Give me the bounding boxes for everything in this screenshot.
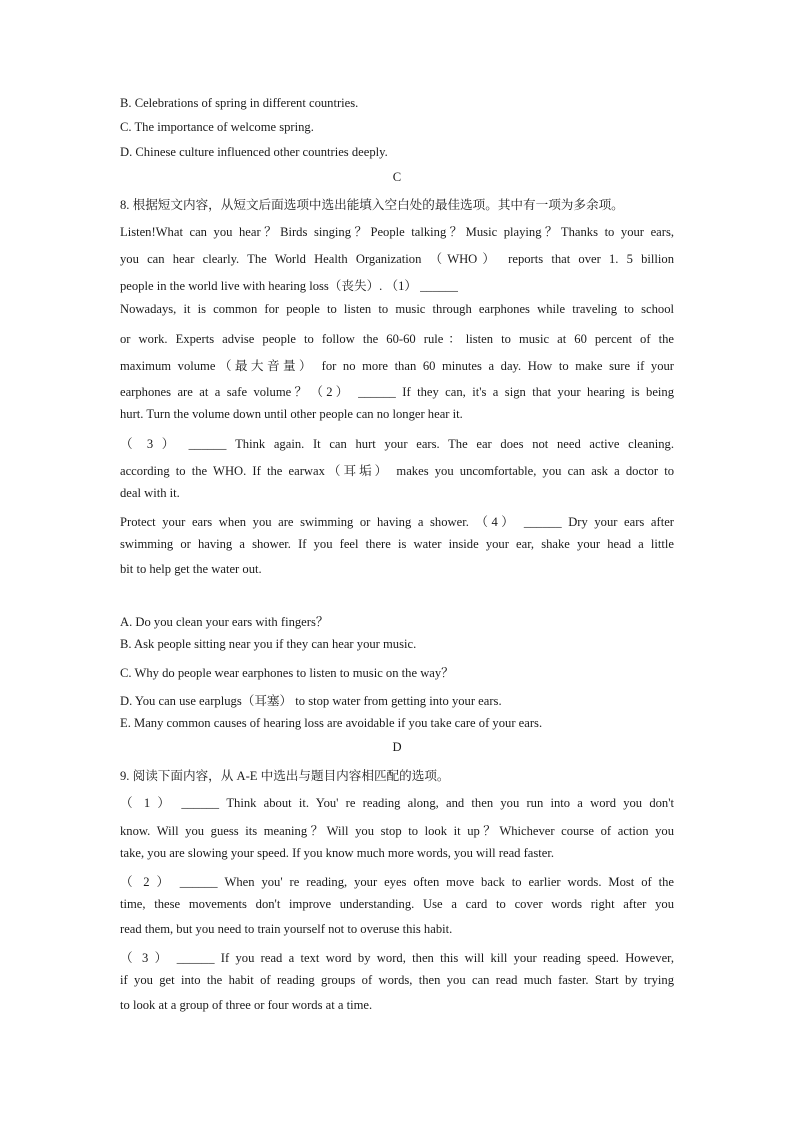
option-d: D. Chinese culture influenced other countries deeply.	[120, 145, 388, 159]
passage-c-line: earphones are at a safe volume？（2） ______ If they can, it's a sign that your hearing is being	[120, 385, 674, 399]
answer-option: E. Many common causes of hearing loss are avoidable if you take care of your ears.	[120, 716, 543, 730]
answer-option: B. Ask people sitting near you if they can hear your music.	[120, 637, 417, 651]
answer-option: A. Do you clean your ears with fingers？	[120, 615, 329, 629]
passage-c-line: Protect your ears when you are swimming or having a shower. （4） ______ Dry your ears after	[120, 515, 674, 529]
passage-d-line: take, you are slowing your speed. If you know much more words, you will read faster.	[120, 846, 555, 860]
section-heading-d: D	[392, 740, 402, 754]
passage-c-line: swimming or having a shower. If you feel there is water inside your ear, shake your head a little	[120, 537, 674, 551]
passage-c-line: bit to help get the water out.	[120, 562, 262, 576]
passage-d-line: know. Will you guess its meaning？Will you stop to look it up？Whichever course of action you	[120, 824, 674, 838]
answer-option: C. Why do people wear earphones to listen to music on the way？	[120, 666, 454, 680]
passage-d-line: （ 2 ） ______ When you' re reading, your eyes often move back to earlier words. Most of the	[120, 875, 674, 889]
passage-c-line: maximum volume（最大音量） for no more than 60 minutes a day. How to make sure if your	[120, 359, 674, 373]
answer-option: D. You can use earplugs（耳塞） to stop water from getting into your ears.	[120, 694, 502, 708]
passage-d-line: time, these movements don't improve understanding. Use a card to cover words right after you	[120, 897, 674, 911]
option-b: B. Celebrations of spring in different countries.	[120, 96, 359, 110]
section-heading-c: C	[392, 170, 402, 184]
passage-c-line: hurt. Turn the volume down until other people can no longer hear it.	[120, 407, 463, 421]
passage-c-line: Listen!What can you hear？Birds singing？People talking？Music playing？Thanks to your ears,	[120, 225, 674, 239]
passage-d-line: （ 3 ） ______ If you read a text word by word, then this will kill your reading speed. However,	[120, 951, 674, 965]
passage-d-line: if you get into the habit of reading groups of words, then you can read much faster. Start by trying	[120, 973, 674, 987]
passage-c-line: Nowadays, it is common for people to listen to music through earphones while traveling to school	[120, 302, 674, 316]
passage-d-line: read them, but you need to train yourself not to overuse this habit.	[120, 922, 453, 936]
passage-c-line: （ 3 ） ______ Think again. It can hurt your ears. The ear does not need active cleaning.	[120, 437, 674, 451]
passage-d-line: （ 1 ） ______ Think about it. You' re reading along, and then you run into a word you don't	[120, 796, 674, 810]
passage-c-line: you can hear clearly. The World Health Organization （WHO） reports that over 1. 5 billion	[120, 252, 674, 266]
passage-c-line: or work. Experts advise people to follow the 60-60 rule：listen to music at 60 percent of the	[120, 332, 674, 346]
passage-c-line: deal with it.	[120, 486, 180, 500]
passage-c-line: according to the WHO. If the earwax（耳垢） makes you uncomfortable, you can ask a doctor to	[120, 464, 674, 478]
question-9-instruction: 9. 阅读下面内容，从 A-E 中选出与题目内容相匹配的选项。	[120, 769, 450, 783]
question-8-instruction: 8. 根据短文内容，从短文后面选项中选出能填入空白处的最佳选项。其中有一项为多余项。	[120, 198, 624, 212]
option-c: C. The importance of welcome spring.	[120, 120, 314, 134]
passage-c-line: people in the world live with hearing loss（丧失）. （1） ______	[120, 279, 458, 293]
passage-d-line: to look at a group of three or four words at a time.	[120, 998, 373, 1012]
